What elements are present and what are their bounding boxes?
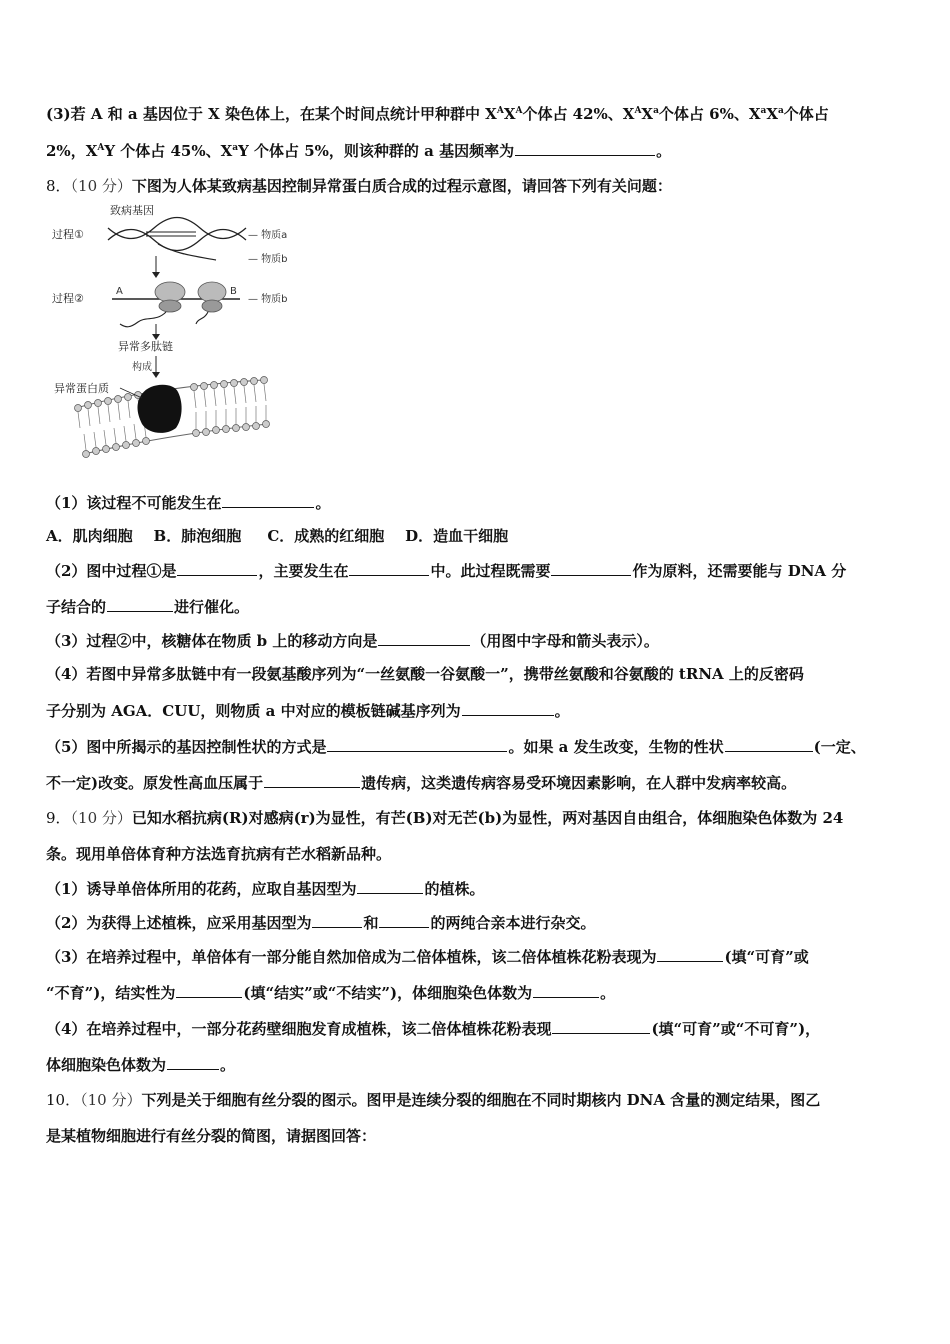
- answer-blank[interactable]: [551, 560, 631, 576]
- q8-part3: （3）过程②中，核糖体在物质 b 上的移动方向是 （用图中字母和箭头表示）。: [46, 632, 659, 650]
- figure-svg: [46, 198, 288, 470]
- answer-blank[interactable]: [177, 560, 257, 576]
- ribosome-2: [198, 282, 226, 302]
- gene-label: 致病基因: [110, 204, 154, 217]
- q9-stem-line1: 9．（10 分）已知水稻抗病(R)对感病(r)为显性，有芒(B)对无芒(b)为显性，两对基因自由组合，体细胞染色体数为 24: [46, 809, 844, 827]
- q10-stem-line1: 10．（10 分）下列是关于细胞有丝分裂的图示。图甲是连续分裂的细胞在不同时期核内 DNA 含量的测定结果，图乙: [46, 1091, 821, 1109]
- q9-part2: （2）为获得上述植株，应采用基因型为 和 的两纯合亲本进行杂交。: [46, 914, 596, 932]
- process2-label: 过程②: [52, 292, 84, 305]
- substance-a-label: — 物质a: [248, 230, 288, 241]
- gene-expression-figure: [46, 198, 288, 470]
- q8-stem: 8．（10 分）下图为人体某致病基因控制异常蛋白质合成的过程示意图，请回答下列有关问题：: [46, 177, 672, 195]
- answer-blank[interactable]: [378, 630, 470, 646]
- mrna-strand: [158, 244, 216, 260]
- q9-part4-line2: 体细胞染色体数为 。: [46, 1056, 236, 1074]
- q8-part4-line1: （4）若图中异常多肽链中有一段氨基酸序列为“一丝氨酸一谷氨酸一”，携带丝氨酸和谷氨酸的 tRNA 上的反密码: [46, 665, 804, 683]
- substance-b-label-2: — 物质b: [248, 294, 288, 305]
- answer-blank[interactable]: [327, 736, 507, 752]
- polypeptide-chain-2: [196, 312, 208, 324]
- answer-blank[interactable]: [176, 982, 242, 998]
- polypeptide-chain-1: [120, 312, 166, 327]
- q8-part1: （1）该过程不可能发生在 。: [46, 494, 331, 512]
- q8-part5-line2: 不一定)改变。原发性高血压属于 遗传病，这类遗传病容易受环境因素影响，在人群中发病率较高。: [46, 774, 797, 792]
- q8-part4-line2: 子分别为 AGA．CUU，则物质 a 中对应的模板链碱基序列为 。: [46, 702, 570, 720]
- answer-blank[interactable]: [515, 140, 655, 156]
- q9-part3-line1: （3）在培养过程中，单倍体有一部分能自然加倍成为二倍体植株，该二倍体植株花粉表现为 (填“可育”或: [46, 948, 809, 966]
- substance-b-label-1: — 物质b: [248, 254, 288, 265]
- q8-options: A．肌肉细胞 B．肺泡细胞 C．成熟的红细胞 D．造血干细胞: [46, 527, 509, 545]
- answer-blank[interactable]: [222, 492, 314, 508]
- process1-label: 过程①: [52, 228, 84, 241]
- q7-part3-line2: 2%，$X^AY$ 个体占 45%、$X^aY$ 个体占 5%，则该种群的 a 基因频率为 。: [46, 142, 672, 160]
- answer-blank[interactable]: [357, 878, 423, 894]
- dna-strand-2: [108, 230, 246, 251]
- answer-blank[interactable]: [107, 596, 173, 612]
- abnormal-protein: [138, 385, 182, 433]
- q9-stem-line2: 条。现用单倍体育种方法选育抗病有芒水稻新品种。: [46, 845, 392, 863]
- q8-part2-line1: （2）图中过程①是 ，主要发生在 中。此过程既需要 作为原料，还需要能与 DNA 分: [46, 562, 847, 580]
- answer-blank[interactable]: [312, 912, 362, 928]
- q9-part3-line2: “不育”)，结实性为 (填“结实”或“不结实”)，体细胞染色体数为 。: [46, 984, 616, 1002]
- ribosome-1: [155, 282, 185, 302]
- answer-blank[interactable]: [462, 700, 554, 716]
- answer-blank[interactable]: [552, 1018, 650, 1034]
- protein-label: 异常蛋白质: [54, 382, 109, 395]
- dna-strand-1: [108, 218, 246, 239]
- answer-blank[interactable]: [167, 1054, 219, 1070]
- q9-part1: （1）诱导单倍体所用的花药，应取自基因型为 的植株。: [46, 880, 485, 898]
- label-B: B: [230, 286, 237, 297]
- polypeptide-label: 异常多肽链: [118, 340, 173, 353]
- answer-blank[interactable]: [725, 736, 813, 752]
- constitute-label: 构成: [132, 362, 152, 373]
- q10-stem-line2: 是某植物细胞进行有丝分裂的简图，请据图回答：: [46, 1127, 377, 1145]
- answer-blank[interactable]: [533, 982, 599, 998]
- q8-part2-line2: 子结合的 进行催化。: [46, 598, 250, 616]
- answer-blank[interactable]: [349, 560, 429, 576]
- q7-part3-line1: (3)若 A 和 a 基因位于 X 染色体上，在某个时间点统计甲种群中 $X^AX^A$个体占 42%、$X^AX^a$个体占 6%、$X^aX^a$个体占: [46, 105, 829, 123]
- label-A: A: [116, 286, 123, 297]
- q8-part5-line1: （5）图中所揭示的基因控制性状的方式是 。如果 a 发生改变，生物的性状 (一定、: [46, 738, 866, 756]
- answer-blank[interactable]: [379, 912, 429, 928]
- answer-blank[interactable]: [657, 946, 723, 962]
- answer-blank[interactable]: [264, 772, 360, 788]
- q9-part4-line1: （4）在培养过程中，一部分花药壁细胞发育成植株，该二倍体植株花粉表现 (填“可育”或“不可育”)，: [46, 1020, 821, 1038]
